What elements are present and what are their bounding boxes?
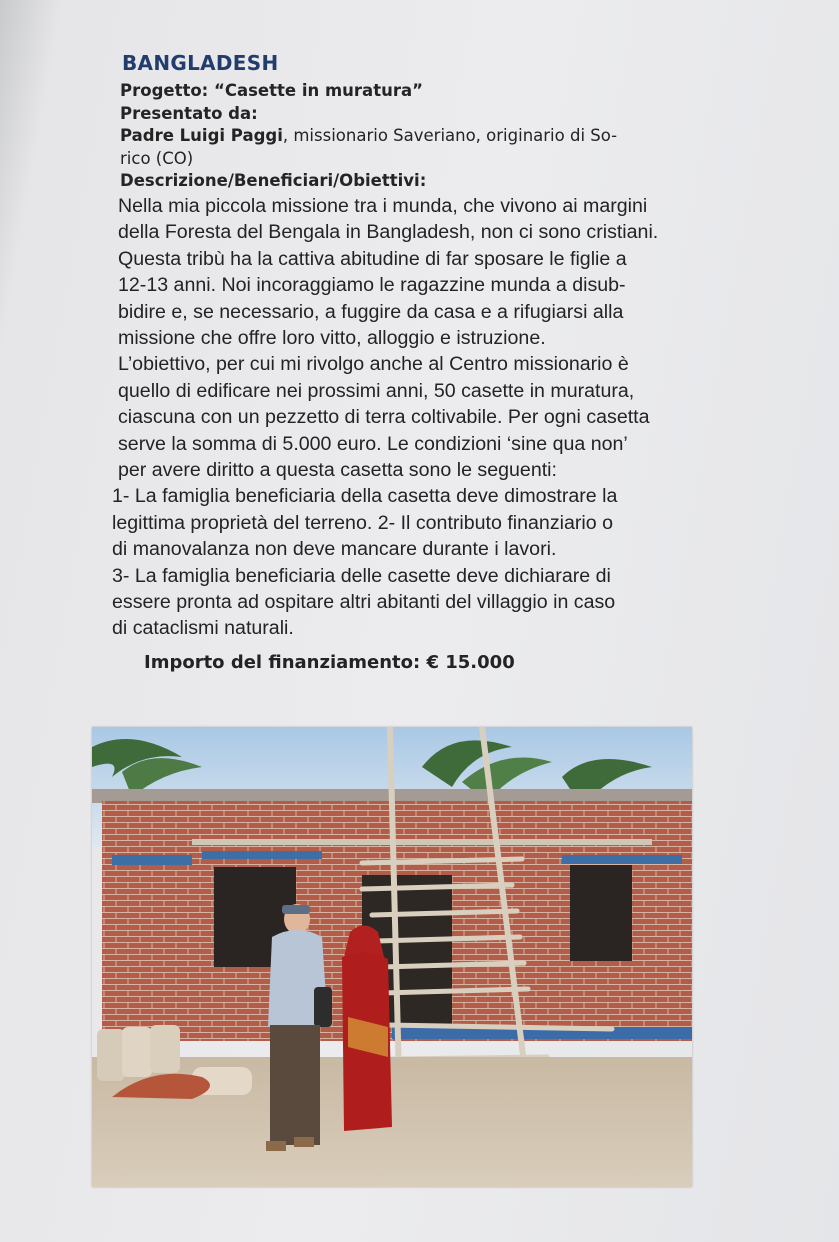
description-line: quello di edificare nei prossimi anni, 50 casette in muratura, (118, 379, 635, 402)
description-line: 1- La famiglia beneficiaria della casetta deve dimostrare la (112, 485, 618, 508)
description-label: Descrizione/Beneficiari/Obiettivi: (120, 171, 427, 191)
presenter-info (120, 125, 722, 170)
description-line: di manovalanza non deve mancare durante i lavori. (112, 538, 557, 561)
description-body (112, 193, 722, 642)
description-line: ciascuna con un pezzetto di terra coltivabile. Per ogni casetta (118, 406, 650, 429)
presenter-description: , missionario Saveriano, originario di So- (282, 126, 618, 146)
description-line: missione che offre loro vitto, alloggio e istruzione. (118, 326, 546, 349)
construction-photo (92, 727, 692, 1187)
description-line: 3- La famiglia beneficiaria delle casette deve dichiarare di (112, 564, 611, 587)
description-line: essere pronta ad ospitare altri abitanti del villaggio in caso (112, 591, 616, 613)
description-line: 12-13 anni. Noi incoraggiamo le ragazzine munda a disub- (118, 274, 626, 297)
country-title: BANGLADESH (122, 51, 279, 75)
description-line: serve la somma di 5.000 euro. Le condizioni ‘sine qua non’ (118, 432, 628, 455)
description-line: L’obiettivo, per cui mi rivolgo anche al Centro missionario è (118, 353, 629, 376)
description-line: Nella mia piccola missione tra i munda, che vivono ai margini (118, 194, 648, 217)
photo-illustration (92, 727, 692, 1187)
description-line: bidire e, se necessario, a fuggire da casa e a rifugiarsi alla (118, 300, 624, 323)
description-line: Questa tribù ha la cattiva abitudine di far sposare le figlie a (118, 247, 627, 270)
presenter-description-cont: rico (CO) (120, 148, 194, 168)
description-line: di cataclismi naturali. (112, 617, 294, 640)
project-text-block (112, 50, 722, 676)
presenter-name: Padre Luigi Paggi (120, 126, 283, 146)
funding-amount: Importo del finanziamento: € 15.000 (144, 651, 515, 673)
description-line: legittima proprietà del terreno. 2- Il contributo finanziario o (112, 511, 613, 534)
presented-by-label: Presentato da: (120, 103, 258, 123)
description-line: della Foresta del Bengala in Bangladesh, non ci sono cristiani. (118, 221, 659, 244)
description-line: per avere diritto a questa casetta sono le seguenti: (118, 458, 557, 481)
project-title: Progetto: “Casette in muratura” (120, 81, 423, 101)
